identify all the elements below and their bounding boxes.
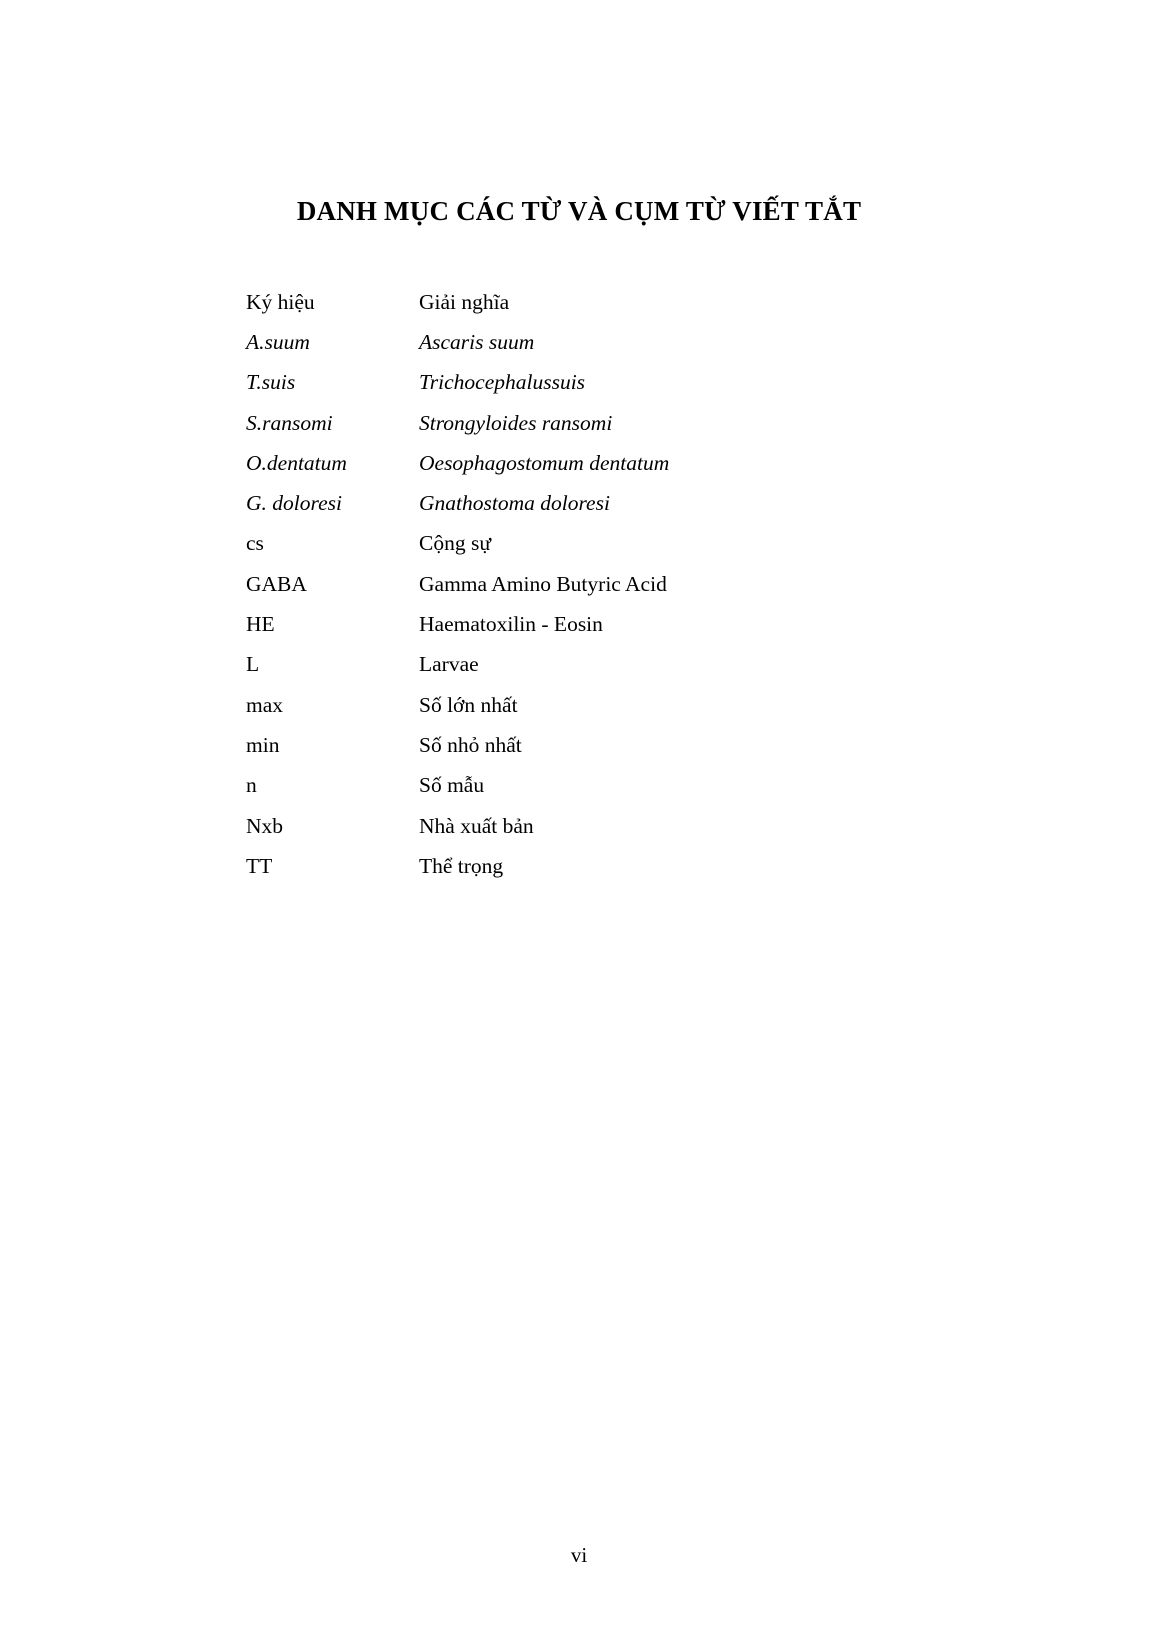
- table-row: [246, 725, 669, 765]
- abbreviation-meaning: Ascaris suum: [419, 329, 535, 354]
- abbreviation-symbol: HE: [246, 612, 275, 637]
- abbreviation-table-body: [246, 282, 669, 886]
- abbreviation-meaning: Strongyloides ransomi: [419, 410, 613, 435]
- table-row: [246, 766, 669, 806]
- abbreviation-meaning: Số nhỏ nhất: [419, 732, 522, 757]
- abbreviation-symbol: max: [246, 692, 284, 717]
- abbreviation-symbol: TT: [246, 853, 273, 878]
- abbreviation-meaning: Trichocephalussuis: [419, 370, 586, 395]
- abbreviation-meaning: Larvae: [419, 652, 479, 677]
- abbreviation-meaning: Gnathostoma doloresi: [419, 491, 610, 516]
- page-title: DANH MỤC CÁC TỪ VÀ CỤM TỪ VIẾT TẮT: [296, 196, 862, 226]
- abbreviation-meaning: Haematoxilin - Eosin: [419, 612, 603, 637]
- table-row: [246, 322, 669, 362]
- abbreviation-symbol: T.suis: [246, 370, 296, 395]
- abbreviation-meaning: Số lớn nhất: [419, 692, 518, 717]
- table-row: [246, 685, 669, 725]
- table-row: [246, 806, 669, 846]
- abbreviation-meaning: Số mẫu: [419, 773, 485, 798]
- abbreviation-symbol: min: [246, 732, 280, 757]
- table-row: [246, 524, 669, 564]
- header-symbol: Ký hiệu: [246, 289, 315, 314]
- abbreviation-symbol: GABA: [246, 571, 307, 596]
- table-row: [246, 403, 669, 443]
- abbreviation-meaning: Gamma Amino Butyric Acid: [419, 571, 667, 596]
- table-row: [246, 363, 669, 403]
- header-meaning: Giải nghĩa: [419, 289, 510, 314]
- table-row: [246, 483, 669, 523]
- abbreviation-symbol: cs: [246, 531, 264, 556]
- abbreviation-symbol: n: [246, 773, 257, 798]
- table-row: [246, 443, 669, 483]
- abbreviation-symbol: S.ransomi: [246, 410, 333, 435]
- abbreviation-meaning: Cộng sự: [419, 531, 491, 556]
- table-row: [246, 846, 669, 886]
- abbreviation-table: [246, 282, 669, 886]
- abbreviation-symbol: Nxb: [246, 813, 284, 838]
- abbreviation-meaning: Nhà xuất bản: [419, 813, 534, 838]
- table-row: [246, 564, 669, 604]
- page-number: vi: [570, 1543, 588, 1567]
- table-row: [246, 645, 669, 685]
- abbreviation-symbol: O.dentatum: [246, 450, 347, 475]
- abbreviation-meaning: Oesophagostomum dentatum: [419, 450, 670, 475]
- table-row: [246, 604, 669, 644]
- abbreviation-meaning: Thể trọng: [419, 853, 504, 878]
- abbreviation-symbol: A.suum: [246, 329, 310, 354]
- abbreviation-symbol: L: [246, 652, 260, 677]
- abbreviation-symbol: G. doloresi: [246, 491, 342, 516]
- table-header-row: [246, 282, 669, 322]
